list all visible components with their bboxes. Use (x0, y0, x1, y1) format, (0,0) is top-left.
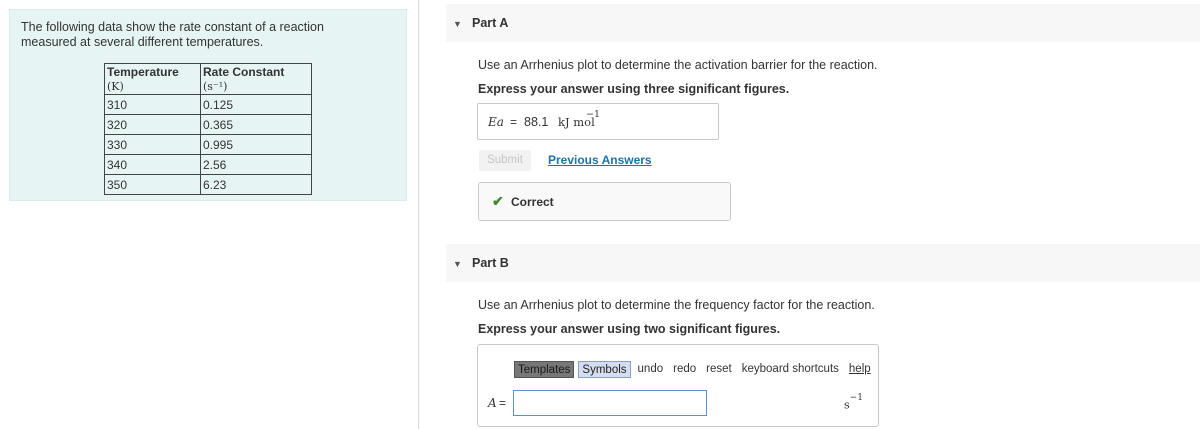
part-a-header[interactable] (446, 4, 1200, 42)
part-b-question: Use an Arrhenius plot to determine the frequency factor for the reaction. (478, 298, 875, 312)
equals-sign: = (499, 396, 507, 410)
feedback-text: Correct (511, 195, 554, 209)
ea-answer-value: 88.1 (524, 115, 549, 129)
table-row (105, 135, 312, 155)
header-unit: (K) (107, 80, 124, 93)
table-cell-temperature: 310 (105, 95, 201, 115)
header-unit: (s⁻¹) (203, 80, 228, 93)
problem-data-panel (9, 9, 407, 201)
templates-button[interactable]: Templates (514, 361, 574, 378)
table-cell-temperature: 340 (105, 155, 201, 175)
unit-label (844, 393, 863, 412)
previous-answers-link[interactable]: Previous Answers (548, 153, 652, 167)
keyboard-shortcuts-button[interactable]: keyboard shortcuts (741, 362, 839, 375)
part-a-instruction: Express your answer using three significant figures. (478, 82, 790, 96)
frequency-factor-input[interactable] (513, 390, 707, 416)
part-b-title: Part B (472, 256, 509, 270)
table-cell-rate-constant: 2.56 (201, 155, 312, 175)
table-header-rate-constant (201, 64, 312, 95)
collapse-triangle-icon[interactable]: ▼ (453, 19, 462, 29)
table-cell-temperature: 330 (105, 135, 201, 155)
help-button[interactable]: help (848, 362, 871, 375)
table-row (105, 115, 312, 135)
part-a-submit-button[interactable]: Submit (479, 150, 531, 171)
panel-divider (418, 0, 419, 429)
table-cell-temperature: 350 (105, 175, 201, 195)
checkmark-icon: ✔ (492, 193, 504, 209)
table-cell-rate-constant: 0.365 (201, 115, 312, 135)
unit-base: s (844, 398, 850, 412)
math-toolbar (514, 360, 874, 378)
table-cell-rate-constant: 0.125 (201, 95, 312, 115)
ea-unit-exponent: −1 (586, 109, 601, 120)
table-cell-temperature: 320 (105, 115, 201, 135)
part-a-title: Part A (472, 16, 509, 30)
symbols-button[interactable]: Symbols (578, 361, 630, 378)
reset-button[interactable]: reset (706, 362, 732, 375)
table-header-temperature (105, 64, 201, 95)
part-a-question: Use an Arrhenius plot to determine the activation barrier for the reaction. (478, 58, 878, 72)
ea-unit: kJ mol (558, 115, 595, 129)
intro-text: The following data show the rate constant of a reaction measured at several different temperatures. (21, 20, 324, 49)
header-label: Temperature (107, 65, 179, 79)
part-a-answer-box (477, 103, 719, 140)
header-label: Rate Constant (203, 65, 285, 79)
table-row (105, 95, 312, 115)
undo-button[interactable]: undo (637, 362, 664, 375)
ea-variable: Ea (488, 115, 504, 129)
a-variable: A (488, 396, 497, 410)
table-row (105, 155, 312, 175)
table-cell-rate-constant: 0.995 (201, 135, 312, 155)
feedback-box (478, 182, 731, 221)
table-cell-rate-constant: 6.23 (201, 175, 312, 195)
unit-exponent: −1 (849, 393, 863, 403)
part-b-instruction: Express your answer using two significant figures. (478, 322, 781, 336)
part-b-answer-editor (477, 344, 879, 427)
equals-sign: = (510, 115, 518, 129)
table-row (105, 175, 312, 195)
redo-button[interactable]: redo (673, 362, 697, 375)
collapse-triangle-icon[interactable]: ▼ (453, 259, 462, 269)
part-b-header[interactable] (446, 244, 1200, 282)
data-table (104, 63, 312, 195)
table-header-row (105, 64, 312, 95)
